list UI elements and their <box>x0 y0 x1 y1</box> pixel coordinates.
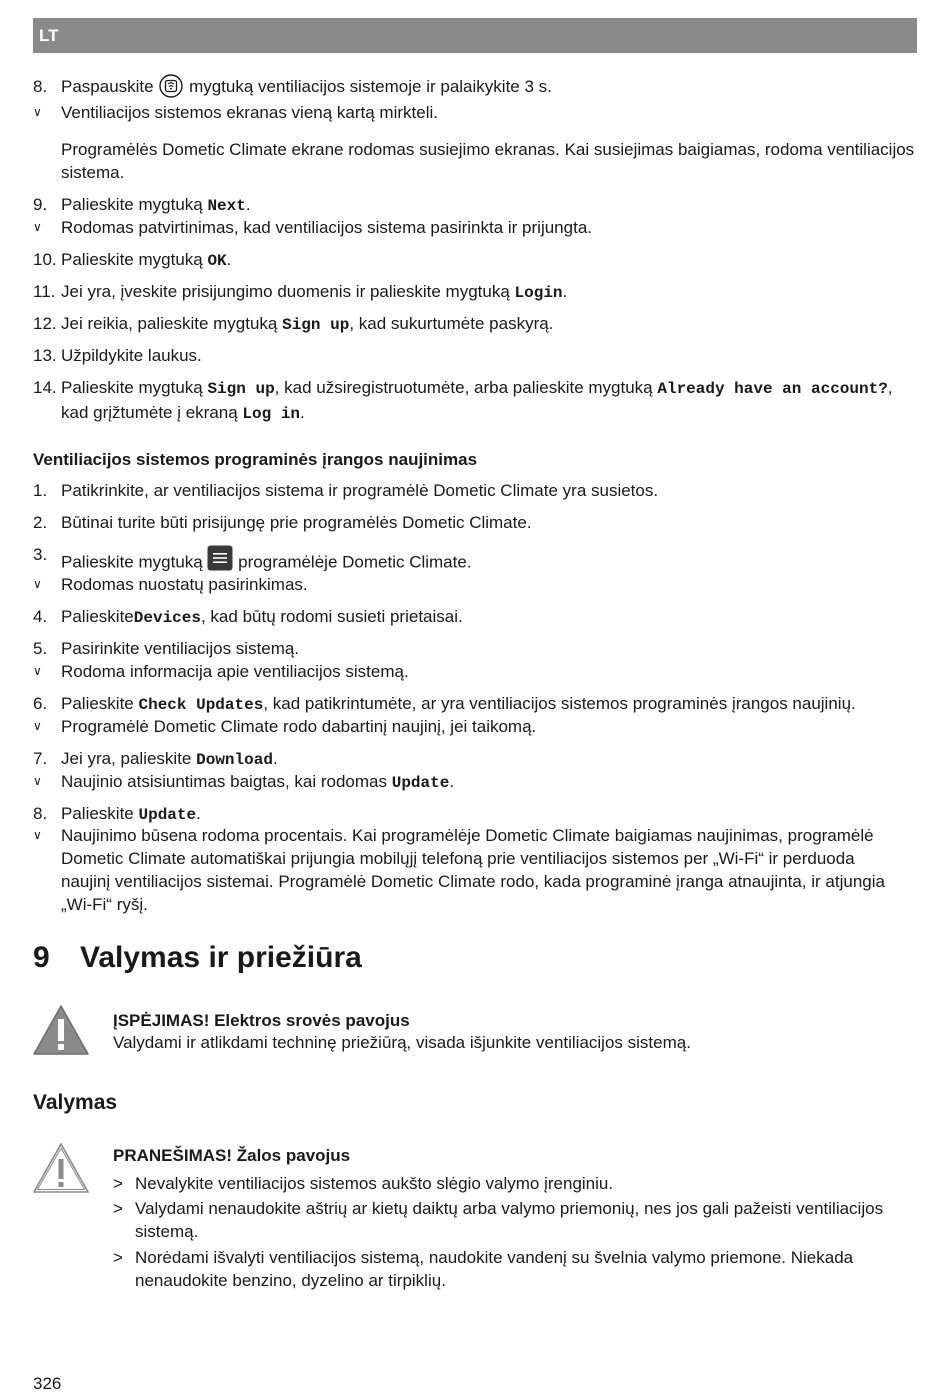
notice-item <box>113 1172 893 1195</box>
step-text: programėlėje Dometic Climate. <box>233 552 472 572</box>
step-text: . <box>245 195 251 214</box>
ui-label-ok: OK <box>207 252 227 270</box>
step-text: Palieskite mygtuką <box>61 378 208 397</box>
ui-label-check-updates: Check Updates <box>138 696 264 714</box>
step-number: 4. <box>33 607 48 626</box>
step-14 <box>33 376 917 426</box>
result-item <box>33 824 893 916</box>
result-text: Naujinio atsisiuntimas baigtas, kai rodomas <box>61 772 392 791</box>
result-text: Rodomas patvirtinimas, kad ventiliacijos sistema pasirinkta ir prijungta. <box>61 218 592 237</box>
language-code: LT <box>39 26 59 45</box>
step-text: Jei yra, įveskite prisijungimo duomenis ir palieskite mygtuką <box>61 282 515 301</box>
step-text: . <box>300 403 305 422</box>
page-number: 326 <box>33 1374 62 1393</box>
result-item <box>33 770 917 795</box>
notice-triangle-icon <box>32 1142 90 1200</box>
chapter-title: Valymas ir priežiūra <box>80 941 362 974</box>
ui-label-login: Login <box>514 284 563 302</box>
result-text: Programėlė Dometic Climate rodo dabartinį naujinį, jei taikomą. <box>61 717 537 736</box>
step-text: Palieskite <box>61 804 139 823</box>
warning-text: Valydami ir atlikdami techninę priežiūrą, visada išjunkite ventiliacijos sistemą. <box>113 1033 691 1052</box>
result-item <box>33 216 917 239</box>
step-text: Paspauskite <box>61 77 159 96</box>
step-number: 11. <box>33 282 56 301</box>
notice-item-text: Nevalykite ventiliacijos sistemos aukšto slėgio valymo įrenginiu. <box>135 1174 614 1193</box>
result-chevron-icon: ∨ <box>33 220 42 234</box>
step-number: 13. <box>33 346 57 365</box>
step-text: Palieskite mygtuką <box>61 195 208 214</box>
step-number: 9. <box>33 195 48 214</box>
update-step-7 <box>33 747 917 772</box>
step-text: Patikrinkite, ar ventiliacijos sistema ir programėlė Dometic Climate yra susietos. <box>61 481 659 500</box>
step-9 <box>33 193 917 218</box>
result-text: Ventiliacijos sistemos ekranas vieną kartą mirkteli. <box>61 103 438 122</box>
step-text: Palieskite <box>61 607 134 626</box>
bullet-arrow-icon: > <box>113 1199 123 1218</box>
step-number: 3. <box>33 545 48 564</box>
chapter-number: 9 <box>33 941 50 974</box>
step-10 <box>33 248 917 273</box>
result-item <box>33 660 917 683</box>
warning-triangle-icon <box>32 1004 90 1062</box>
step-text: Palieskite mygtuką <box>61 552 208 572</box>
update-step-4 <box>33 605 917 630</box>
step-text: , kad būtų rodomi susieti prietaisai. <box>200 607 463 626</box>
step-text: , kad grįžtumėte į ekraną <box>61 378 893 422</box>
ui-label-update: Update <box>391 774 450 792</box>
update-step-2 <box>33 511 917 534</box>
notice-title: PRANEŠIMAS! Žalos pavojus <box>113 1146 351 1165</box>
step-11 <box>33 280 917 305</box>
step-text: mygtuką ventiliacijos sistemoje ir palaikykite 3 s. <box>184 77 552 96</box>
ui-label-log-in: Log in <box>242 405 301 423</box>
section-heading: Valymas <box>33 1091 118 1114</box>
notice-item-text: Norėdami išvalyti ventiliacijos sistemą, naudokite vandenį su švelnia valymo priemone. Niekada nenaudokite benzino, dyzelino ar tirpiklių. <box>135 1248 854 1290</box>
step-text: . <box>196 804 201 823</box>
step-12 <box>33 312 917 337</box>
ui-label-sign-up: Sign up <box>207 380 275 398</box>
step-text: , kad patikrintumėte, ar yra ventiliacijos sistemos programinės įrangos naujinių. <box>263 694 856 713</box>
step-number: 5. <box>33 639 48 658</box>
step-text: Palieskite <box>61 694 139 713</box>
step-text: . <box>562 282 568 301</box>
update-step-6 <box>33 692 917 717</box>
result-text: Naujinimo būsena rodoma procentais. Kai programėlėje Dometic Climate baigiamas naujinimas, programėlė Dometic Climate automatiškai prijungia mobilųjį telefoną prie ventiliacijos sistemos per „Wi-Fi“ ir perduoda naujinį ventiliacijos sistemai. Programėlė Dometic Climate rodo, kada programinė įranga atnaujinta, ir atjungia „Wi-Fi“ ryšį. <box>61 826 885 914</box>
notice-item-text: Valydami nenaudokite aštrių ar kietų daiktų arba valymo priemonių, nes jos gali pažeisti ventiliacijos sistemą. <box>135 1199 884 1241</box>
step-text: . <box>226 250 232 269</box>
result-item <box>33 715 917 738</box>
result-text: Rodomas nuostatų pasirinkimas. <box>61 575 308 594</box>
section-subheading: Ventiliacijos sistemos programinės įrangos naujinimas <box>33 450 478 469</box>
step-text: . <box>272 749 278 768</box>
update-step-1 <box>33 479 917 502</box>
result-chevron-icon: ∨ <box>33 719 42 733</box>
update-step-3 <box>33 545 917 576</box>
bullet-arrow-icon: > <box>113 1174 123 1193</box>
step-text: Užpildykite laukus. <box>61 346 202 365</box>
step-number: 12. <box>33 314 57 333</box>
notice-item <box>113 1246 893 1292</box>
step-number: 14. <box>33 378 57 397</box>
step-text: Pasirinkite ventiliacijos sistemą. <box>61 639 300 658</box>
ui-label-already-have-account: Already have an account? <box>657 380 888 398</box>
update-step-5 <box>33 637 917 660</box>
step-text: Jei reikia, palieskite mygtuką <box>61 314 283 333</box>
result-text: . <box>449 772 455 791</box>
result-item <box>33 573 917 596</box>
step-text: , kad užsiregistruotumėte, arba palieskite mygtuką <box>274 378 658 397</box>
step-number: 2. <box>33 513 48 532</box>
step-13 <box>33 344 917 367</box>
result-chevron-icon: ∨ <box>33 577 42 591</box>
ui-label-next: Next <box>207 197 246 215</box>
result-chevron-icon: ∨ <box>33 105 42 119</box>
ui-label-sign-up: Sign up <box>282 316 350 334</box>
step-text: Būtinai turite būti prisijungę prie programėlės Dometic Climate. <box>61 513 532 532</box>
ui-label-devices: Devices <box>133 609 201 627</box>
step-number: 6. <box>33 694 48 713</box>
step-8 <box>33 75 917 100</box>
chapter-heading <box>33 938 362 978</box>
result-item <box>33 101 917 124</box>
step-number: 10. <box>33 250 57 269</box>
warning-title: ĮSPĖJIMAS! Elektros srovės pavojus <box>113 1011 410 1030</box>
pairing-button-icon <box>158 74 184 98</box>
step-text: Palieskite mygtuką <box>61 250 208 269</box>
step-text: Jei yra, palieskite <box>61 749 197 768</box>
ui-label-update: Update <box>138 806 197 824</box>
result-text: Rodoma informacija apie ventiliacijos sistemą. <box>61 662 409 681</box>
step-number: 8. <box>33 804 48 823</box>
paragraph: Programėlės Dometic Climate ekrane rodomas susiejimo ekranas. Kai susiejimas baigiamas, rodoma ventiliacijos sistema. <box>61 140 915 182</box>
step-number: 7. <box>33 749 48 768</box>
bullet-arrow-icon: > <box>113 1248 123 1267</box>
menu-icon <box>207 545 233 571</box>
result-chevron-icon: ∨ <box>33 774 42 788</box>
result-chevron-icon: ∨ <box>33 664 42 678</box>
result-chevron-icon: ∨ <box>33 828 42 842</box>
step-number: 1. <box>33 481 48 500</box>
language-header-bar <box>33 18 917 53</box>
step-text: , kad sukurtumėte paskyrą. <box>349 314 554 333</box>
notice-item <box>113 1197 893 1243</box>
ui-label-download: Download <box>196 751 273 769</box>
step-number: 8. <box>33 77 48 96</box>
